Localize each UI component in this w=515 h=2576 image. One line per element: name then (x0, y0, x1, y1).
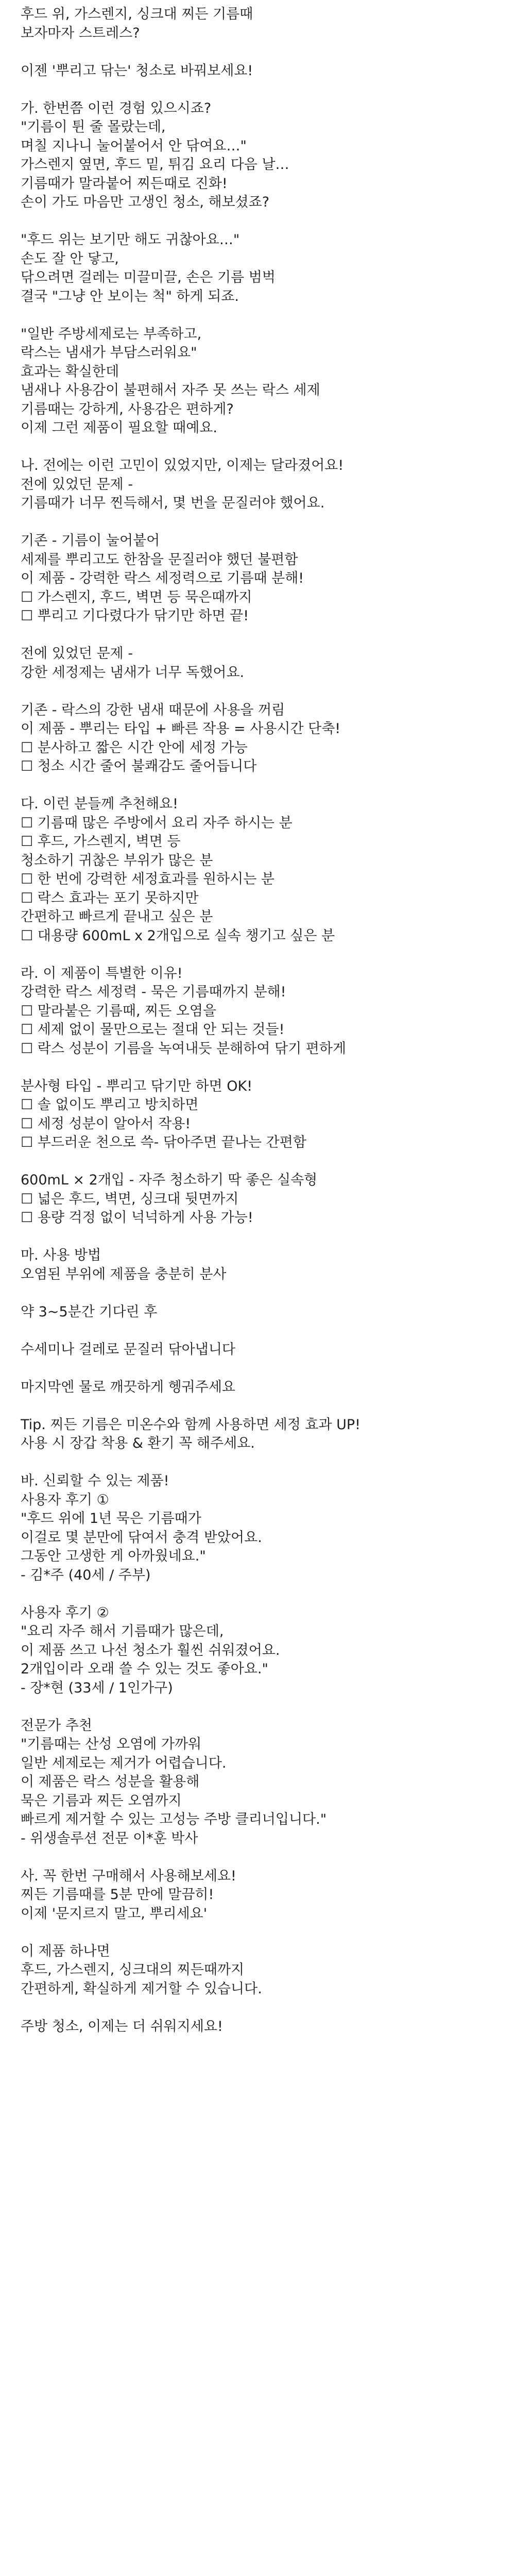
blank-line (21, 1923, 494, 1942)
text-line: 결국 "그냥 안 보이는 척" 하게 되죠. (21, 288, 239, 304)
text-line: "기름이 튄 줄 몰랐는데, (21, 119, 166, 135)
text-line: ☐ 청소 시간 줄어 불쾌감도 줄어듭니다 (21, 758, 257, 774)
text-line: 기존 - 기름이 눌어붙어 (21, 533, 160, 549)
text-line: "기름때는 산성 오염에 가까워 (21, 1736, 202, 1752)
text-line: 냄새나 사용감이 불편해서 자주 못 쓰는 락스 세제 (21, 382, 320, 398)
text-line: ☐ 기름때 많은 주방에서 요리 자주 하시는 분 (21, 815, 293, 831)
text-line: ☐ 후드, 가스렌지, 벽면 등 (21, 834, 181, 850)
text-line: 바. 신뢰할 수 있는 제품! (21, 1473, 169, 1489)
text-line: 강력한 락스 세정력 - 묵은 기름때까지 분해! (21, 984, 286, 1000)
text-line: 오염된 부위에 제품을 충분히 분사 (21, 1266, 227, 1282)
text-line: 나. 전에는 이런 고민이 있었지만, 이제는 달라졌어요! (21, 457, 344, 473)
blank-line (21, 80, 494, 99)
text-line: 가. 한번쯤 이런 경험 있으시죠? (21, 100, 212, 116)
text-line: - 김*주 (40세 / 주부) (21, 1567, 151, 1583)
text-line: 그동안 고생한 게 아까웠네요." (21, 1548, 206, 1564)
blank-line (21, 682, 494, 701)
text-line: 찌든 기름때를 5분 만에 말끔히! (21, 1887, 214, 1903)
text-line: ☐ 분사하고 짧은 시간 안에 세정 가능 (21, 739, 248, 756)
text-line: 이 제품 - 강력한 락스 세정력으로 기름때 분해! (21, 570, 304, 586)
text-line: 청소하기 귀찮은 부위가 많은 분 (21, 852, 213, 869)
text-line: ☐ 용량 걱정 없이 넉넉하게 사용 가능! (21, 1210, 253, 1226)
text-line: - 장*현 (33세 / 1인가구) (21, 1680, 173, 1696)
text-line: 라. 이 제품이 특별한 이유! (21, 965, 183, 981)
text-line: ☐ 세정 성분이 알아서 작용! (21, 1115, 191, 1132)
blank-line (21, 1359, 494, 1378)
text-line: 후드, 가스렌지, 싱크대의 찌든때까지 (21, 1962, 245, 1978)
text-line: 이걸로 몇 분만에 닦여서 충격 받았어요. (21, 1529, 262, 1546)
blank-line (21, 1228, 494, 1247)
text-line: 사용자 후기 ② (21, 1604, 109, 1621)
text-line: 간편하고 빠르게 끝내고 싶은 분 (21, 909, 213, 925)
text-line: 세제를 뿌리고도 한참을 문질러야 했던 불편함 (21, 551, 298, 568)
blank-line (21, 1321, 494, 1341)
text-line: Tip. 찌든 기름은 미온수와 함께 사용하면 세정 효과 UP! (21, 1416, 360, 1433)
text-line: ☐ 말라붙은 기름때, 찌든 오염을 (21, 1003, 217, 1019)
text-line: 마. 사용 방법 (21, 1247, 101, 1263)
blank-line (21, 1153, 494, 1172)
text-line: 효과는 확실한데 (21, 363, 119, 380)
text-line: 이제 '문지르지 말고, 뿌리세요' (21, 1905, 208, 1922)
text-line: ☐ 뿌리고 기다렸다가 닦기만 하면 끝! (21, 608, 249, 624)
text-line: 며칠 지나니 눌어붙어서 안 닦여요…" (21, 138, 247, 154)
text-line: "후드 위에 1년 묵은 기름때가 (21, 1511, 201, 1527)
blank-line (21, 306, 494, 325)
text-line: ☐ 넓은 후드, 벽면, 싱크대 뒷면까지 (21, 1191, 239, 1207)
text-line: 수세미나 걸레로 문질러 닦아냅니다 (21, 1341, 235, 1358)
text-line: ☐ 가스렌지, 후드, 벽면 등 묵은때까지 (21, 589, 252, 605)
blank-line (21, 1058, 494, 1077)
text-line: 전문가 추천 (21, 1717, 92, 1734)
blank-line (21, 43, 494, 62)
text-line: 손이 가도 마음만 고생인 청소, 해보셨죠? (21, 194, 270, 210)
text-line: 기름때는 강하게, 사용감은 편하게? (21, 401, 234, 417)
text-line: 강한 세정제는 냄새가 너무 독했어요. (21, 664, 245, 681)
text-line: 기존 - 락스의 강한 냄새 때문에 사용을 꺼림 (21, 702, 285, 718)
blank-line (21, 1453, 494, 1472)
text-line: ☐ 대용량 600mL x 2개입으로 실속 챙기고 싶은 분 (21, 927, 335, 944)
blank-line (21, 1848, 494, 1867)
text-line: ☐ 한 번에 강력한 세정효과를 원하시는 분 (21, 871, 275, 887)
text-line: "후드 위는 보기만 해도 귀찮아요…" (21, 232, 240, 248)
text-line: 이 제품 쓰고 나선 청소가 훨씬 쉬워졌어요. (21, 1642, 280, 1658)
blank-line (21, 626, 494, 645)
text-line: 전에 있었던 문제 - (21, 646, 133, 662)
text-line: 분사형 타입 - 뿌리고 닦기만 하면 OK! (21, 1078, 253, 1094)
text-line: ☐ 부드러운 천으로 쓱- 닦아주면 끝나는 간편함 (21, 1134, 306, 1150)
text-line: 락스는 냄새가 부담스러워요" (21, 345, 197, 361)
text-line: 이젠 '뿌리고 닦는' 청소로 바꿔보세요! (21, 62, 253, 79)
blank-line (21, 1284, 494, 1303)
text-line: 다. 이런 분들께 추천해요! (21, 796, 178, 812)
text-line: 2개입이라 오래 쓸 수 있는 것도 좋아요." (21, 1661, 268, 1677)
text-line: 600mL × 2개입 - 자주 청소하기 딱 좋은 실속형 (21, 1172, 318, 1188)
blank-line (21, 1698, 494, 1717)
blank-line (21, 945, 494, 964)
text-line: 주방 청소, 이제는 더 쉬워지세요! (21, 2018, 223, 2035)
text-line: 기름때가 말라붙어 찌든때로 진화! (21, 175, 228, 192)
blank-line (21, 212, 494, 231)
text-line: 이 제품 하나면 (21, 1943, 110, 1959)
text-line: 간편하게, 확실하게 제거할 수 있습니다. (21, 1980, 262, 1997)
text-line: 이 제품 - 뿌리는 타입 + 빠른 작용 = 사용시간 단축! (21, 721, 341, 737)
blank-line (21, 1585, 494, 1604)
text-line: 마지막엔 물로 깨끗하게 헹궈주세요 (21, 1379, 235, 1395)
blank-line (21, 513, 494, 532)
text-line: 전에 있었던 문제 - (21, 476, 133, 493)
text-line: "일반 주방세제로는 부족하고, (21, 326, 202, 342)
text-line: 이 제품은 락스 성분을 활용해 (21, 1774, 200, 1790)
text-line: 이제 그런 제품이 필요할 때예요. (21, 420, 217, 436)
text-line: 약 3~5분간 기다린 후 (21, 1303, 158, 1320)
text-line: - 위생솔루션 전문 이*훈 박사 (21, 1830, 198, 1846)
text-line: "요리 자주 해서 기름때가 많은데, (21, 1623, 224, 1639)
text-line: 일반 세제로는 제거가 어렵습니다. (21, 1755, 227, 1771)
text-line: 사. 꼭 한번 구매해서 사용해보세요! (21, 1868, 236, 1884)
text-line: ☐ 세제 없이 물만으로는 절대 안 되는 것들! (21, 1022, 285, 1038)
text-line: 가스렌지 옆면, 후드 밑, 튀김 요리 다음 날… (21, 157, 289, 173)
blank-line (21, 776, 494, 795)
text-line: 빠르게 제거할 수 있는 고성능 주방 클리너입니다." (21, 1811, 327, 1827)
text-line: 묵은 기름과 찌든 오염까지 (21, 1792, 182, 1809)
text-line: ☐ 락스 효과는 포기 못하지만 (21, 890, 199, 906)
text-line: ☐ 락스 성분이 기름을 녹여내듯 분해하여 닦기 편하게 (21, 1040, 347, 1057)
text-line: 사용 시 장갑 착용 & 환기 꼭 해주세요. (21, 1435, 255, 1451)
blank-line (21, 438, 494, 457)
blank-line (21, 1998, 494, 2018)
text-line: ☐ 솔 없이도 뿌리고 방치하면 (21, 1097, 199, 1113)
text-line: 보자마자 스트레스? (21, 25, 140, 41)
text-line: 후드 위, 가스렌지, 싱크대 찌든 기름때 (21, 6, 253, 22)
text-line: 기름때가 너무 찐득해서, 몇 번을 문질러야 했어요. (21, 495, 325, 511)
text-line: 사용자 후기 ① (21, 1492, 109, 1508)
text-line: 손도 잘 안 닿고, (21, 250, 119, 267)
text-line: 닦으려면 걸레는 미끌미끌, 손은 기름 범벅 (21, 269, 276, 285)
blank-line (21, 1397, 494, 1416)
